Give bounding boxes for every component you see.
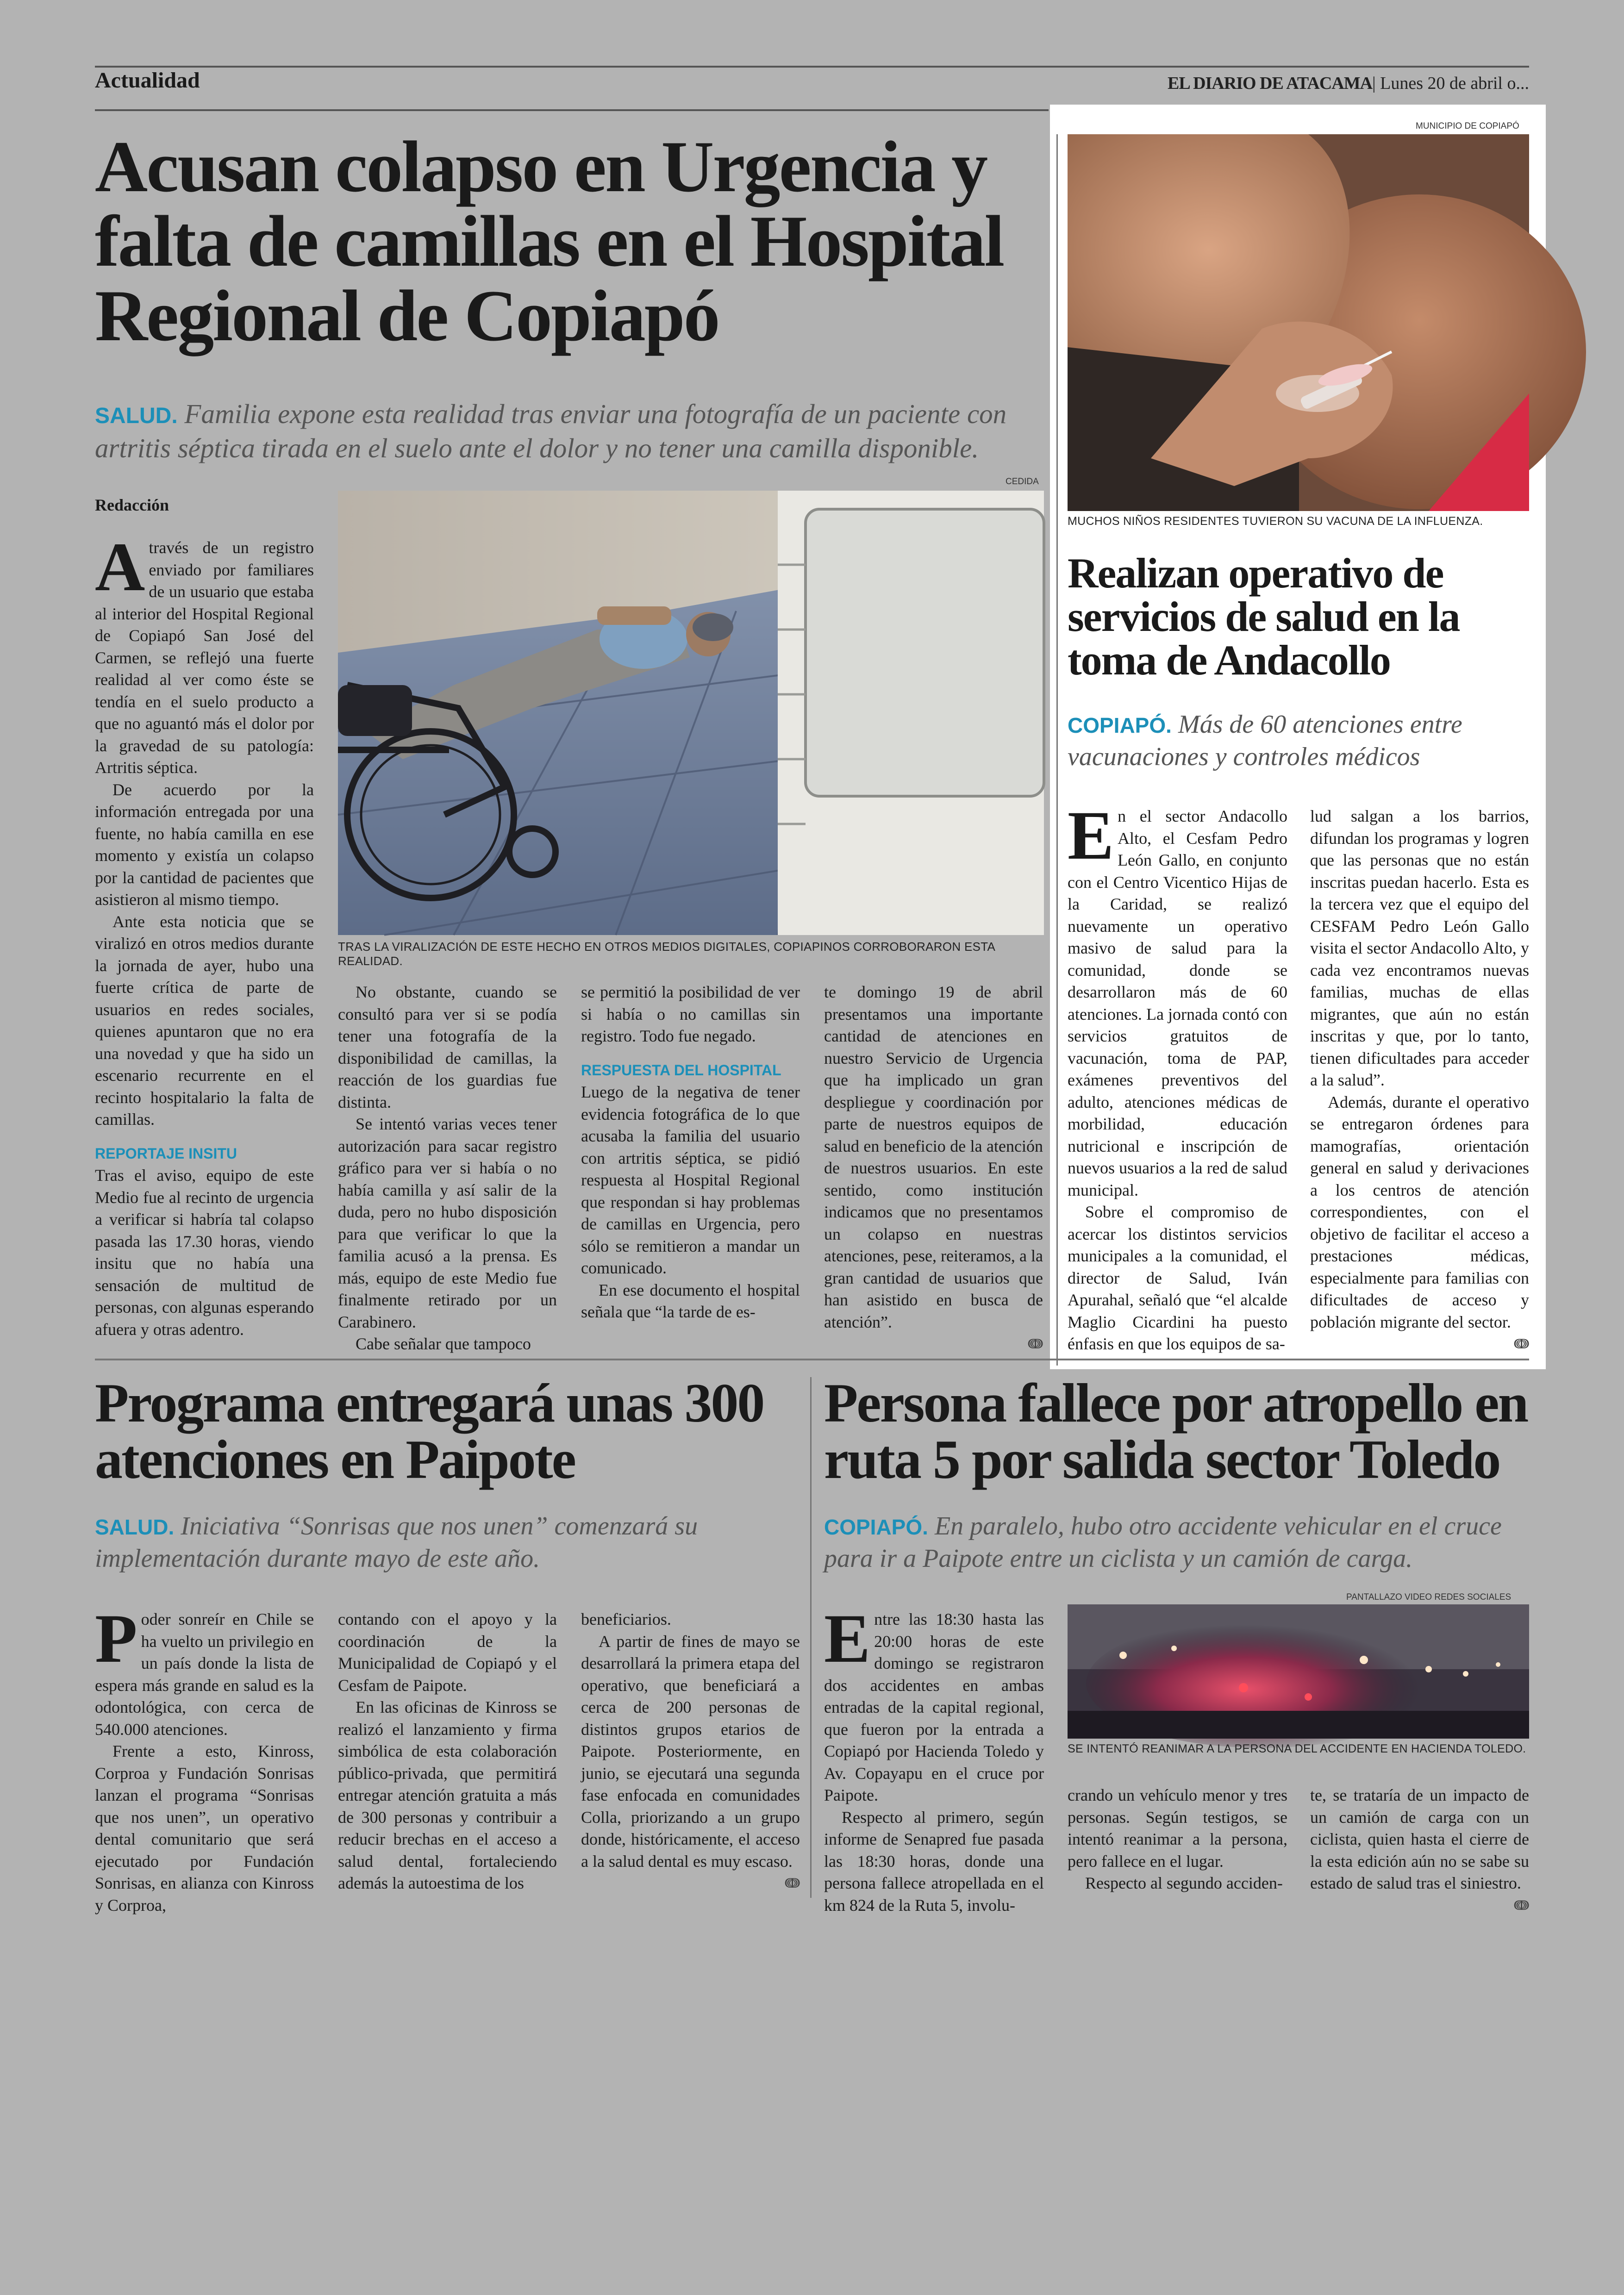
bottom-right-headline: Persona fallece por atropello en ruta 5 por salida sector Toledo: [824, 1372, 1528, 1491]
main-headline: Acusan colapso en Urgencia y falta de camillas en el Hospital Regional de Copiapó: [95, 126, 1004, 357]
main-col-1: [95, 529, 314, 1345]
main-col4-p1: te domingo 19 de abril presentamos una importante cantidad de atenciones en nuestro Servicio de Urgencia que ha implicado un gran despliegue y coordinación por parte de nuestros equipos de salud en beneficio de la atención de nuestros usuarios. En este sentido, como institución indicamos que no presentamos un colapso en nuestras atenciones, pese, reiteramos, a la gran cantidad de usuarios que han asistido en busca de atención”.: [824, 983, 1043, 1331]
bottom-right-photo-caption: SE INTENTÓ REANIMAR A LA PERSONA DEL ACCIDENTE EN HACIENDA TOLEDO.: [1068, 1742, 1526, 1755]
header-top-rule: [95, 66, 1529, 68]
bottom-left-col-1: [95, 1600, 314, 1915]
main-end-icon: ↈ: [1028, 1336, 1043, 1352]
bottom-right-col2-p2: Respecto al segundo acciden-: [1085, 1874, 1283, 1892]
bottom-left-col3-p2: A partir de fines de mayo se desarrollará la primera etapa del operativo, que beneficiará a cerca de 200 personas de distintos grupos etarios de Paipote. Posteriormente, en junio, se ejecutará una segunda fase enfocada en comunidades Colla, priorizando a un grupo donde, históricamente, el acceso a la salud dental es muy escaso.: [581, 1632, 800, 1871]
bottom-right-col-3: [1310, 1784, 1529, 1913]
bottom-left-dropcap: P: [95, 1600, 137, 1677]
bottom-left-deck: [95, 1510, 799, 1575]
night-accident-illustration: [1068, 1604, 1529, 1739]
main-kicker: SALUD.: [95, 404, 178, 428]
side-end-icon: ↈ: [1514, 1336, 1529, 1352]
bottom-right-col3-p1: te, se trataría de un impacto de un camión de carga con un ciclista, quien hasta el cierre de la esta edición aún no se sabe su estado de salud tras el siniestro.: [1310, 1786, 1529, 1892]
main-col2-p1: No obstante, cuando se consultó para ver si se podía tener una fotografía de la disponibilidad de camillas, la reacción de los guardias fue distinta.: [338, 983, 557, 1111]
side-dropcap: E: [1068, 797, 1114, 874]
main-subhead-2: RESPUESTA DEL HOSPITAL: [581, 1061, 781, 1079]
side-kicker: COPIAPÓ.: [1068, 713, 1172, 737]
main-deck-text: Familia expone esta realidad tras enviar una fotografía de un paciente con artritis séptica tirada en el suelo ante el dolor y no tener una camilla disponible.: [95, 399, 1007, 463]
main-photo-credit: CEDIDA: [1006, 477, 1039, 486]
bottom-left-kicker: SALUD.: [95, 1515, 175, 1539]
bottom-right-kicker: COPIAPÓ.: [824, 1515, 928, 1539]
side-col-1: [1068, 797, 1287, 1353]
hospital-floor-illustration: [338, 491, 1044, 935]
bottom-right-col-1: [824, 1600, 1044, 1915]
bottom-right-col1-p2: Respecto al primero, según informe de Senapred fue pasada las 18:30 horas, donde una persona fallece atropellada en el km 824 de la Ruta 5, involu-: [824, 1808, 1044, 1915]
bottom-left-col2-p2: En las oficinas de Kinross se realizó el lanzamiento y firma simbólica de esta colaboración público-privada, que permitirá entregar atención gratuita a más de 300 personas y contribuir a reducir brechas en el acceso a salud dental, fortaleciendo además la autoestima de los: [338, 1698, 557, 1892]
main-col1-p1: través de un registro enviado por familiares de un usuario que estaba al interior del Hospital Regional de Copiapó San José del Carmen, se reflejó una fuerte realidad al ver como éste se tendía en el suelo producto a que no aguantó más el dolor por la gravedad de su patología: Artritis séptica.: [95, 538, 314, 777]
side-col1-p2: Sobre el compromiso de acercar los distintos servicios municipales a la comunidad, el director de Salud, Iván Apurahal, señaló que “el alcalde Maglio Cicardini ha puesto énfasis en que los equipos de sa-: [1068, 1203, 1287, 1353]
bottom-right-end-icon: ↈ: [1514, 1897, 1529, 1913]
main-col2-p3: Cabe señalar que tampoco: [356, 1335, 531, 1353]
side-deck-text: Más de 60 atenciones entre vacunaciones y controles médicos: [1068, 710, 1462, 771]
bottom-left-col-3: [581, 1609, 800, 1902]
side-headline: Realizan operativo de servicios de salud en la toma de Andacollo: [1068, 549, 1460, 684]
main-col-2: [338, 981, 557, 1353]
bottom-right-col-2: [1068, 1784, 1287, 1902]
side-col2-p1: lud salgan a los barrios, difundan los programas y logren que las personas que no están inscritas puedan hacerlo. Esta es la tercera vez que el equipo del CESFAM Pedro León Gallo visita el sector Andacollo Alto, y cada vez encontramos nuevas familias, muchas de ellas migrantes, que aún no están inscritas y que, por lo tanto, tienen dificultades para acceder a la salud”.: [1310, 807, 1529, 1089]
bottom-left-col3-p1: beneficiarios.: [581, 1610, 671, 1628]
bottom-left-deck-text: Iniciativa “Sonrisas que nos unen” comenzará su implementación durante mayo de este año.: [95, 1512, 698, 1573]
masthead: [1168, 73, 1529, 94]
bottom-left-col1-p1: oder sonreír en Chile se ha vuelto un privilegio en un país donde la lista de espera más grande en salud es la odontológica, con cerca de 540.000 atenciones.: [95, 1610, 314, 1739]
main-col-4: [824, 981, 1043, 1352]
bottom-right-photo-credit: PANTALLAZO VIDEO REDES SOCIALES: [1346, 1592, 1512, 1602]
masthead-date: | Lunes 20 de abril o...: [1372, 74, 1529, 93]
main-dropcap: A: [95, 529, 145, 605]
main-byline: Redacción: [95, 496, 169, 514]
bottom-right-col1-p1: ntre las 18:30 hasta las 20:00 horas de este domingo se registraron dos accidentes en ambas entradas de la capital regional, que fueron por la entrada a Copiapó por Hacienda Toledo y Av. Copayapu en el cruce por Paipote.: [824, 1610, 1044, 1804]
section-label: Actualidad: [95, 68, 200, 93]
bottom-left-headline: Programa entregará unas 300 atenciones en Paipote: [95, 1372, 764, 1491]
bottom-left-col2-p1: contando con el apoyo y la coordinación de la Municipalidad de Copiapó y el Cesfam de Paipote.: [338, 1610, 557, 1695]
bottom-right-dropcap: E: [824, 1600, 871, 1677]
side-photo-caption: MUCHOS NIÑOS RESIDENTES TUVIERON SU VACUNA DE LA INFLUENZA.: [1068, 515, 1483, 528]
main-col-3: [581, 981, 800, 1345]
main-col2-p2: Se intentó varias veces tener autorización para sacar registro gráfico para ver si había o no había camilla y así salir de la duda, pero no hubo disposición para que verificar lo que la familia acusó a la prensa. Es más, equipo de este Medio fue finalmente retirado por un Carabinero.: [338, 1115, 557, 1331]
main-col3-p2: Luego de la negativa de tener evidencia fotográfica de lo que acusaba la familia del usuario con artritis séptica, se pidió respuesta al Hospital Regional que respondan si hay problemas de camillas en Urgencia, pero sólo se remitieron a mandar un comunicado.: [581, 1083, 800, 1277]
bottom-left-end-icon: ↈ: [785, 1876, 800, 1891]
main-subhead-1: REPORTAJE INSITU: [95, 1145, 237, 1162]
main-photo-caption: TRAS LA VIRALIZACIÓN DE ESTE HECHO EN OTROS MEDIOS DIGITALES, COPIAPINOS CORROBORARON ESTA REALIDAD.: [338, 940, 995, 968]
side-col2-p2: Además, durante el operativo se entregaron órdenes para mamografías, orientación general en salud y derivaciones a los centros de atención correspondientes, con el objetivo de facilitar el acceso a prestaciones médicas, especialmente para familias con dificultades de acceso y población migrante del sector.: [1310, 1092, 1529, 1331]
vaccination-illustration: [1068, 134, 1529, 511]
main-deck: [95, 397, 1044, 466]
main-photo: [338, 491, 1044, 935]
masthead-name: EL DIARIO DE ATACAMA: [1167, 74, 1373, 93]
bottom-right-deck-text: En paralelo, hubo otro accidente vehicular en el cruce para ir a Paipote entre un ciclista y un camión de carga.: [824, 1512, 1502, 1573]
main-col1-p3: Ante esta noticia que se viralizó en otros medios durante la jornada de ayer, hubo una fuerte crítica de parte de usuarios en redes sociales, quienes apuntaron que no era una novedad y que ha sido un escenario recurrente en el recinto hospitalario la falta de camillas.: [95, 912, 314, 1129]
side-col1-p1: n el sector Andacollo Alto, el Cesfam Pedro León Gallo, en conjunto con el Centro Vicentico Hijas de la Caridad, se realizó nuevamente un operativo masivo de salud para la comunidad, donde se desarrollaron más de 60 atenciones. La jornada contó con servicios gratuitos de vacunación, toma de PAP, exámenes preventivos del adulto, atenciones médicas de morbilidad, educación nutricional e inscripción de nuevos usuarios a la red de salud municipal.: [1068, 807, 1287, 1199]
bottom-right-deck: [824, 1510, 1530, 1575]
bottom-right-photo: [1068, 1604, 1529, 1739]
side-deck: [1068, 708, 1529, 773]
main-col3-p1: se permitió la posibilidad de ver si había o no camillas sin registro. Todo fue negado.: [581, 983, 800, 1045]
side-col-2: [1310, 805, 1529, 1352]
main-col3-p3: En ese documento el hospital señala que “la tarde de es-: [581, 1280, 800, 1321]
main-col1-p4: Tras el aviso, equipo de este Medio fue al recinto de urgencia a verificar si habría tal colapso pasada las 17.30 horas, viendo insitu que no había una sensación de multitud de personas, con algunas esperando afuera y otras adentro.: [95, 1166, 314, 1339]
bottom-section-rule: [95, 1359, 1529, 1360]
main-col1-p2: De acuerdo por la información entregada por una fuente, no había camilla en ese momento y existía un colapso por la cantidad de pacientes que asistieron al mismo tiempo.: [95, 780, 314, 909]
header-bottom-rule: [95, 109, 1049, 111]
bottom-right-col2-p1: crando un vehículo menor y tres personas. Según testigos, se intentó reanimar a la persona, pero fallece en el lugar.: [1068, 1786, 1287, 1871]
bottom-column-divider: [810, 1377, 812, 1898]
side-photo-credit: MUNICIPIO DE COPIAPÓ: [1416, 121, 1519, 131]
side-panel-divider: [1056, 134, 1058, 1366]
bottom-left-col-2: [338, 1609, 557, 1902]
bottom-left-col1-p2: Frente a esto, Kinross, Corproa y Fundación Sonrisas lanzan el programa “Sonrisas que nos unen”, un operativo dental comunitario que será ejecutado por Fundación Sonrisas, en alianza con Kinross y Corproa,: [95, 1742, 314, 1915]
side-photo: [1068, 134, 1529, 511]
